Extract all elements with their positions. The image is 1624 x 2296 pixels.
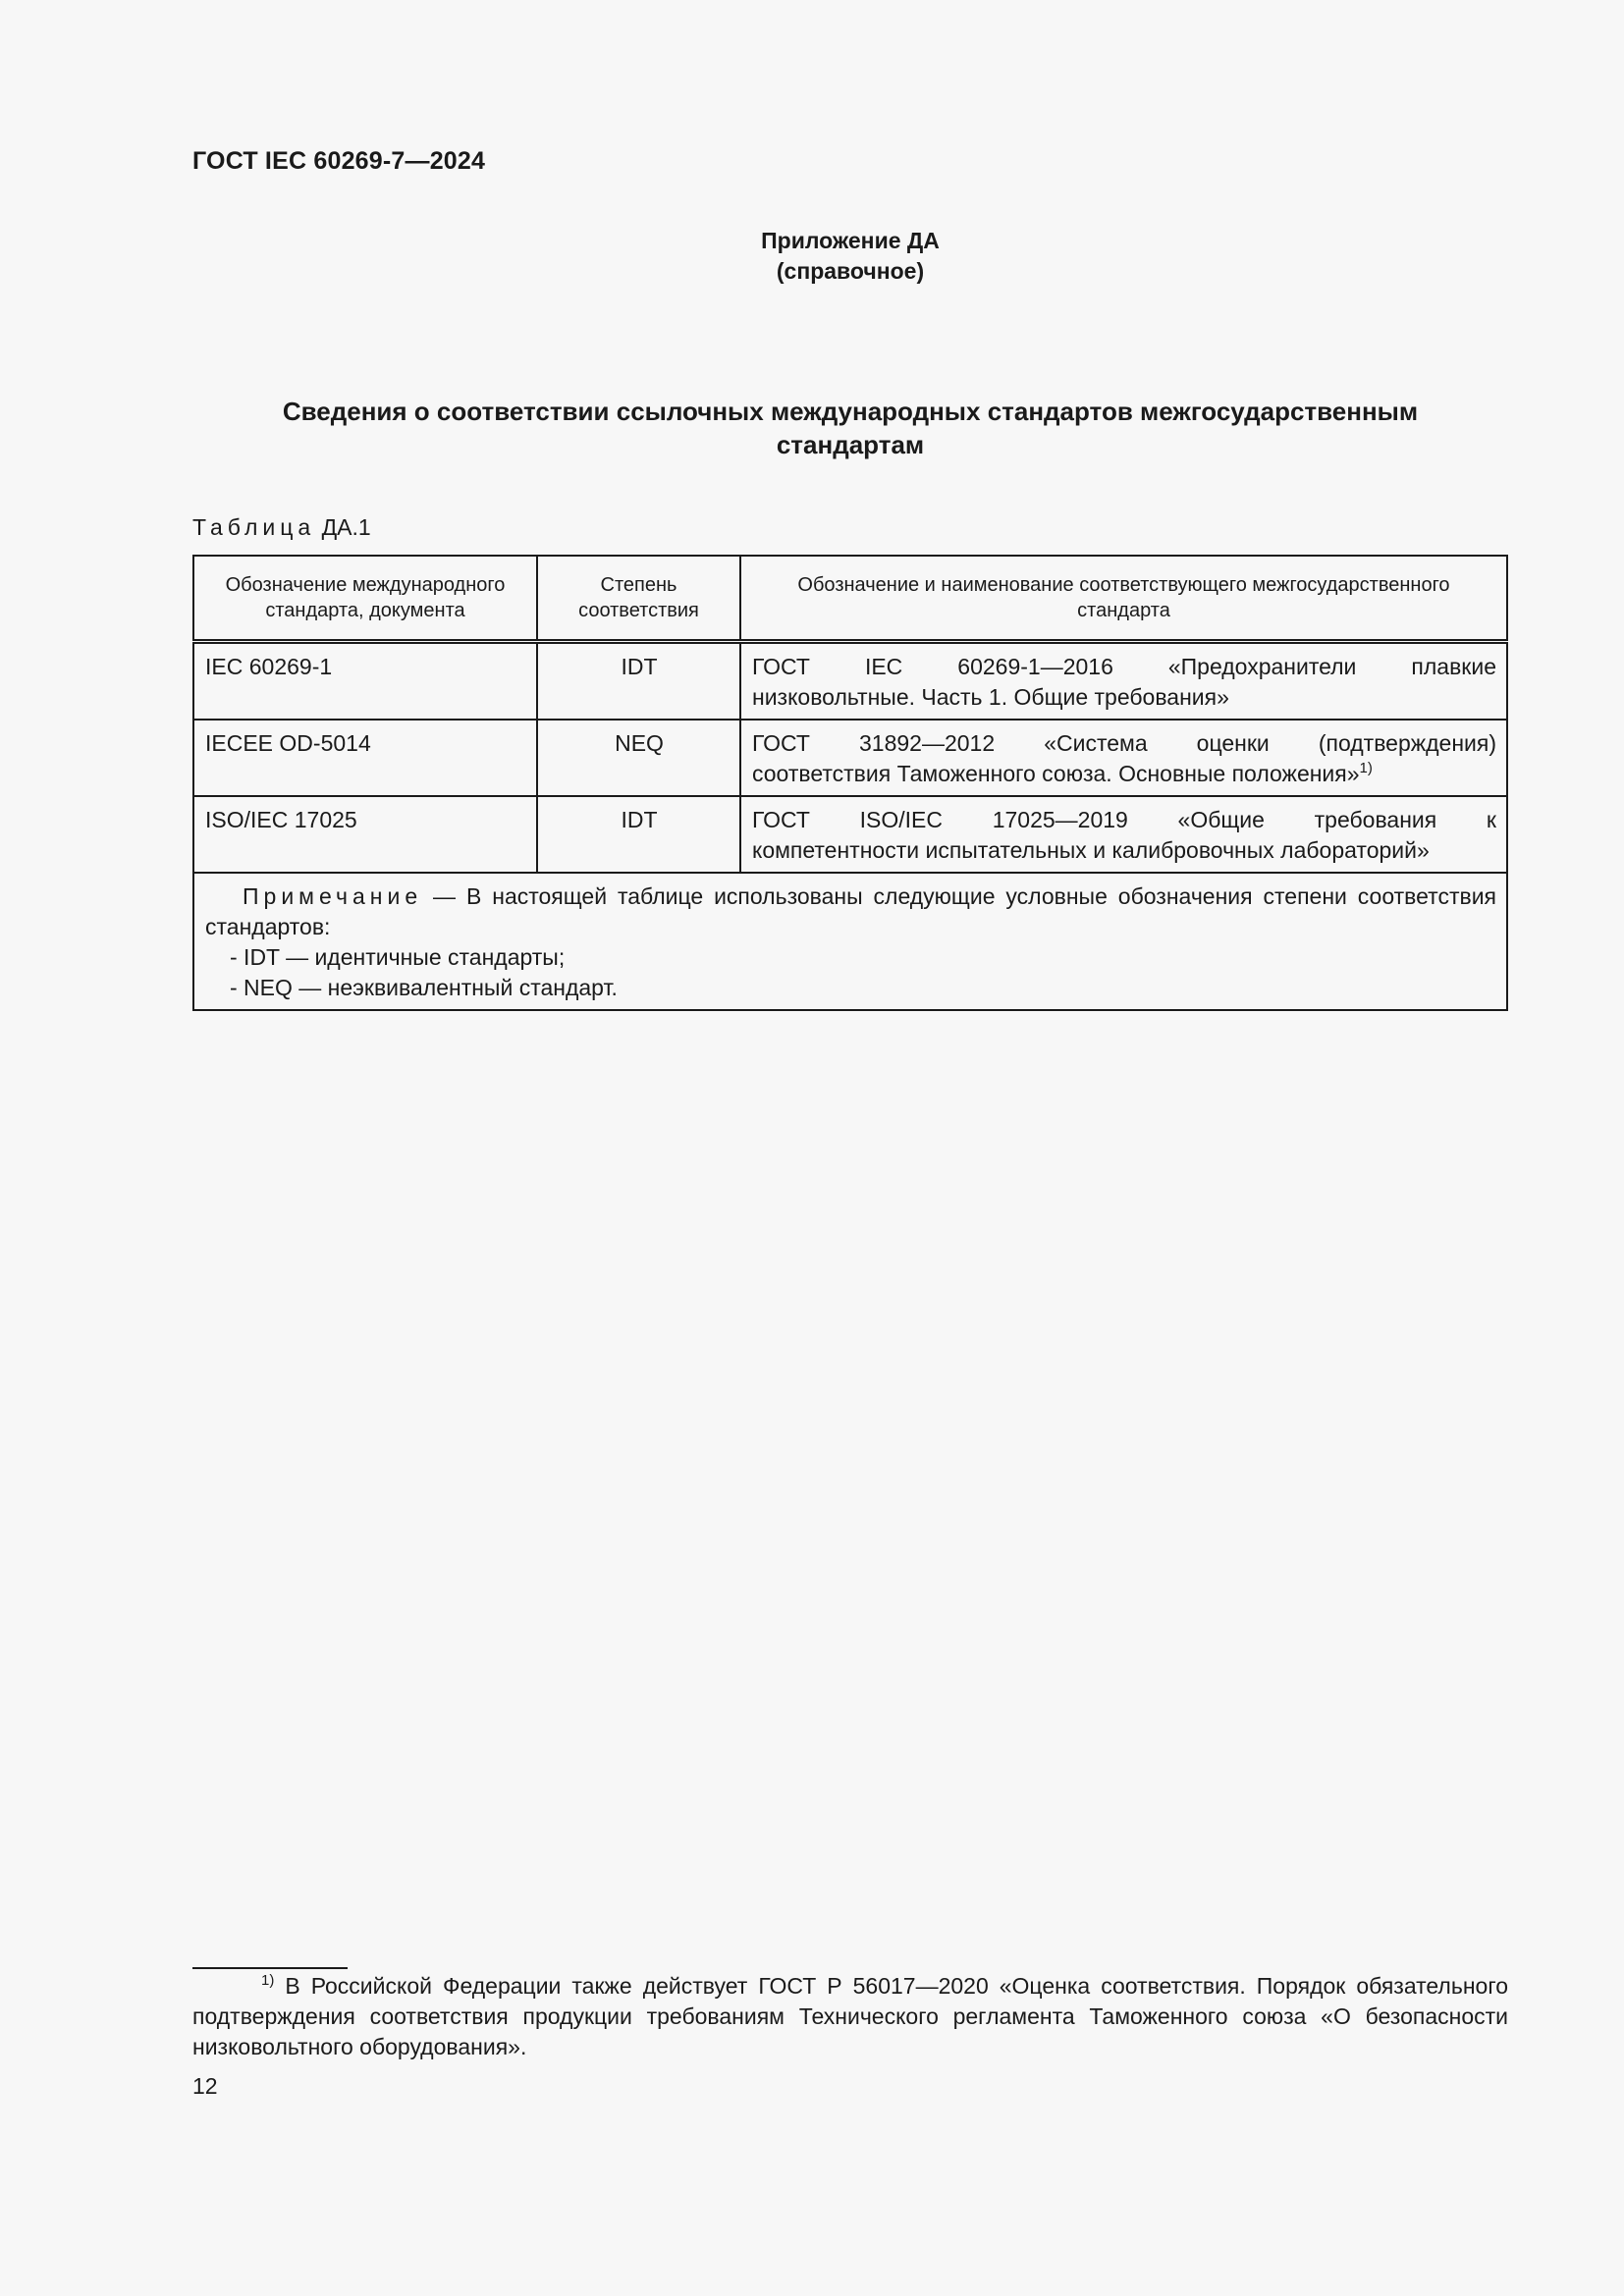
cell-text-line: ГОСТ ISO/IEC 17025—2019 «Общие требования к <box>752 807 1496 832</box>
note-text: — В настоящей таблице использованы следующие условные обозначения степени соответствия стандартов: <box>205 883 1496 939</box>
appendix-title: Приложение ДА <box>761 228 940 253</box>
footnote-divider <box>192 1967 348 1969</box>
footnote-text: В Российской Федерации также действует ГОСТ Р 56017—2020 «Оценка соответствия. Порядок обязательного подтверждения соответствия продукции требованиям Технического регламента Таможенного союза «О безопасности низковольтного оборудования». <box>192 1973 1508 2059</box>
table-caption <box>192 514 371 541</box>
cell-interstate-standard <box>740 642 1507 721</box>
cell-degree: IDT <box>537 796 740 873</box>
cell-interstate-standard <box>740 796 1507 873</box>
table-row <box>193 642 1507 721</box>
column-header-degree: Степень соответствия <box>537 556 740 642</box>
cell-degree: NEQ <box>537 720 740 796</box>
cell-standard: ISO/IEC 17025 <box>193 796 537 873</box>
footnote <box>192 1971 1508 2062</box>
table-row <box>193 720 1507 796</box>
table-caption-id: ДА.1 <box>321 514 371 540</box>
cell-text-line: компетентности испытательных и калибровочных лабораторий» <box>752 837 1430 863</box>
note-lead <box>205 881 1496 942</box>
document-header: ГОСТ IEC 60269-7—2024 <box>192 147 486 175</box>
table-caption-word: Таблица <box>192 514 316 540</box>
table-header-row <box>193 556 1507 642</box>
note-item: - IDT — идентичные стандарты; <box>230 944 566 970</box>
note-label: Примечание <box>243 883 423 909</box>
footnote-mark: 1) <box>261 1972 275 1989</box>
appendix-heading <box>0 226 1624 287</box>
cell-text-line: низковольтные. Часть 1. Общие требования» <box>752 684 1229 710</box>
cell-standard: IECEE OD-5014 <box>193 720 537 796</box>
appendix-subtitle: (справочное) <box>776 258 925 284</box>
footnote-reference: 1) <box>1359 760 1373 776</box>
cell-text-line: ГОСТ IEC 60269-1—2016 «Предохранители плавкие <box>752 654 1496 679</box>
column-header-interstate-standard: Обозначение и наименование соответствующего межгосударственного стандарта <box>740 556 1507 642</box>
cell-text-line: соответствия Таможенного союза. Основные положения» <box>752 761 1360 786</box>
page-number: 12 <box>192 2073 218 2099</box>
cell-interstate-standard <box>740 720 1507 796</box>
table-note <box>193 873 1507 1010</box>
column-header-standard: Обозначение международного стандарта, документа <box>193 556 537 642</box>
cell-degree: IDT <box>537 642 740 721</box>
table-row <box>193 796 1507 873</box>
section-title: Сведения о соответствии ссылочных международных стандартов межгосударственным стандартам <box>282 397 1419 459</box>
standards-table <box>192 555 1508 1011</box>
cell-standard: IEC 60269-1 <box>193 642 537 721</box>
table-note-row <box>193 873 1507 1010</box>
note-item: - NEQ — неэквивалентный стандарт. <box>230 975 618 1000</box>
cell-text-line: ГОСТ 31892—2012 «Система оценки (подтверждения) <box>752 730 1496 756</box>
